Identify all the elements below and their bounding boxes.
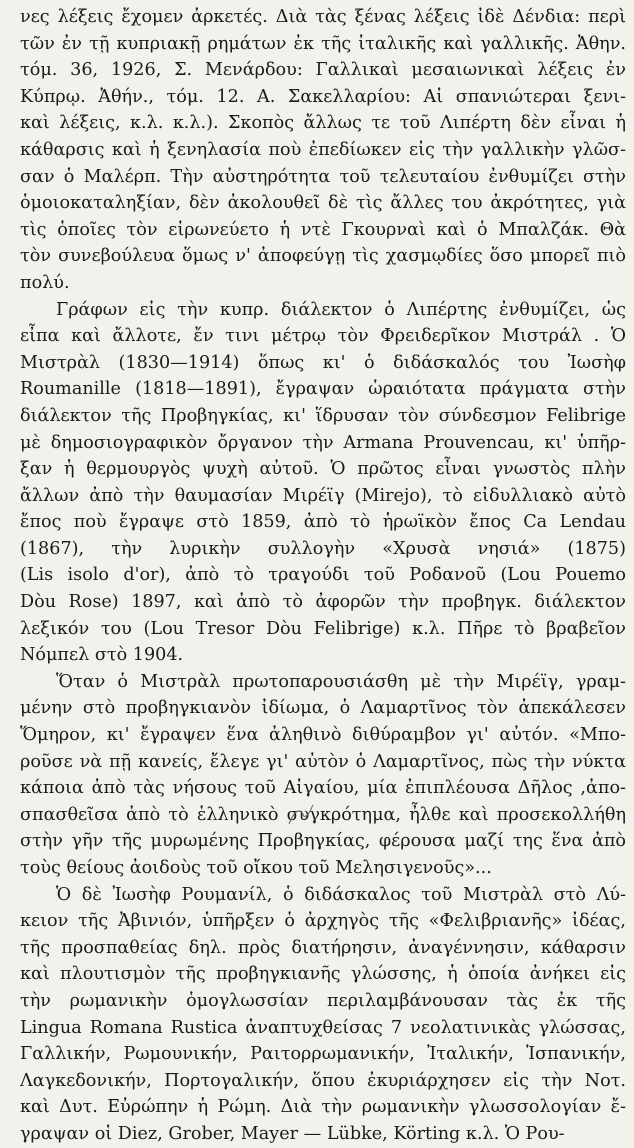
text-line: Γαλλικήν, Ρωμουνικήν, Ραιτορρωμανικήν, Ἰταλικήν, Ἱσπανικήν, [20,1044,626,1065]
text-line: (Lis isolo d'or), ἀπὸ τὸ τραγούδι τοῦ Ροδανοῦ (Lou Pouemo [20,565,626,586]
text-line: τὸν συνεβούλευα ὅμως ν' ἀποφεύγῃ τὶς χασμῳδίες ὅσο μπορεῖ πιὸ [20,246,626,267]
text-line: τῆς προσπαθείας δηλ. πρὸς διατήρησιν, ἀναγέννησιν, κάθαρσιν [20,937,626,958]
paragraph-1 [20,4,626,297]
text-line: καὶ λέξεις, κ.λ. κ.λ.). Σκοπὸς ἄλλως τε τοῦ Λιπέρτη δὲν εἶναι ἡ [20,113,626,134]
text-line: τὶς ὁποῖες τὸν εἰρωνεύετο ἡ ντὲ Γκουρναὶ καὶ ὁ Μπαλζάκ. Θὰ [20,219,626,240]
text-line: λεξικόν του (Lou Tresor Dòu Felibrige) κ.λ. Πῆρε τὸ βραβεῖον [20,618,626,639]
paragraph-2 [20,297,626,669]
text-line: ξαν ἡ θερμουργὸς ψυχὴ αὐτοῦ. Ὁ πρῶτος εἶναι γνωστὸς πλὴν [20,459,626,480]
text-line: καὶ Δυτ. Εὐρώπην ἡ Ρώμη. Διὰ τὴν ρωμανικὴν γλωσσολογίαν ἔ- [20,1097,626,1118]
text-line: διάλεκτον τῆς Προβηγκίας, κι' ἵδρυσαν τὸν σύνδεσμον Felibrige [20,405,626,426]
text-line: καὶ πλουτισμὸν τῆς προβηγκιανῆς γλώσσης, ἡ ὁποία ἀνήκει εἰς [20,964,626,985]
text-line: Γράφων εἰς τὴν κυπρ. διάλεκτον ὁ Λιπέρτης ἐνθυμίζει, ὡς [56,299,626,320]
text-line: σαν ὁ Μαλέρπ. Τὴν αὐστηρότητα τοῦ τελευταίου ἐνθυμίζει στὴν [20,166,626,187]
text-line: στὴν γῆν τῆς μυρωμένης Προβηγκίας, φέρουσα μαζί της ἕνα ἀπὸ [20,831,626,852]
text-line: κάποια ἀπὸ τὰς νήσους τοῦ Αἰγαίου, μία ἐπιπλέουσα Δῆλος ,ἀπο- [20,778,626,799]
text-line: Ὁ δὲ Ἰωσὴφ Ρουμανίλ, ὁ διδάσκαλος τοῦ Μιστρὰλ στὸ Λύ- [56,884,626,905]
scan-mark [286,802,316,828]
text-line: τόμ. 36, 1926, Σ. Μενάρδου: Γαλλικαὶ μεσαιωνικαὶ λέξεις ἐν [20,60,626,81]
text-line: Νόμπελ στὸ 1904. [20,645,184,666]
text-line: Dòu Rose) 1897, καὶ ἀπὸ τὸ ἀφορῶν τὴν προβηγκ. διάλεκτον [20,592,626,613]
text-line: ροῦσε νὰ πῇ κανείς, ἔλεγε γι' αὐτὸν ὁ Λαμαρτῖνος, πὼς τὴν νύκτα [20,751,626,772]
text-line: ἔπος ποὺ ἔγραψε στὸ 1859, ἀπὸ τὸ ἡρωϊκὸν ἔπος Ca Lendau [20,512,626,533]
text-line: Λαγκεδονικήν, Πορτογαλικήν, ὅπου ἐκυριάρχησεν εἰς τὴν Νοτ. [20,1070,626,1091]
text-line: Κύπρῳ. Ἀθήν., τόμ. 12. Α. Σακελλαρίου: Αἱ σπανιώτεραι ξενι- [20,86,626,107]
text-line: εἶπα καὶ ἄλλοτε, ἔν τινι μέτρῳ τὸν Φρειδερῖκον Μιστράλ . Ὁ [20,326,626,347]
text-line: κειον τῆς Ἀβινιόν, ὑπῆρξεν ὁ ἀρχηγὸς τῆς «Φελιβριανῆς» ἰδέας, [20,911,626,932]
text-line: (1867), τὴν λυρικὴν συλλογὴν «Χρυσὰ νησιά» (1875) [20,538,626,559]
text-line: τὴν ρωμανικὴν ὁμογλωσσίαν περιλαμβάνουσαν τὰς ἐκ τῆς [20,990,626,1011]
paragraph-3 [20,669,626,882]
text-line: τῶν ἐν τῇ κυπριακῇ ρημάτων ἐκ τῆς ἰταλικῆς καὶ γαλλικῆς. Ἀθην. [20,33,626,54]
text-line: Ὅμηρον, κι' ἔγραψεν ἕνα ἀληθινὸ διθύραμβον γι' αὐτόν. «Μπο- [20,725,626,746]
text-line: Roumanille (1818—1891), ἔγραψαν ὡραιότατα πράγματα στὴν [20,379,626,400]
text-line: γραψαν οἱ Diez, Grober, Mayer — Lübke, Körting κ.λ. Ὁ Ρου- [20,1123,565,1144]
text-line: Lingua Romana Rustica ἀναπτυχθείσας 7 νεολατινικὰς γλώσσας, [20,1017,626,1038]
text-line: πολύ. [20,272,70,293]
text-line: Ὅταν ὁ Μιστρὰλ πρωτοπαρουσιάσθη μὲ τὴν Μιρέϊγ, γραμ- [56,671,626,692]
text-line: νες λέξεις ἔχομεν ἀρκετές. Διὰ τὰς ξένας λέξεις ἰδὲ Δένδια: περὶ [20,7,626,27]
text-line: κάθαρσις καὶ ἡ ξενηλασία ποὺ ἐπεδίωκεν εἰς τὴν γαλλικὴν γλῶσ- [20,139,626,160]
text-line: σπασθεῖσα ἀπὸ τὸ ἑλληνικὸ συγκρότημα, ἦλθε καὶ προσεκολλήθη [20,804,626,825]
text-line: Μιστρὰλ (1830—1914) ὅπως κι' ὁ διδάσκαλός του Ἰωσὴφ [20,352,626,373]
text-line: ἄλλων ἀπὸ τὴν θαυμασίαν Μιρέϊγ (Mirejo), τὸ εἰδυλλιακὸ αὐτὸ [20,485,626,506]
text-line: μένην στὸ προβηγκιανὸν ἰδίωμα, ὁ Λαμαρτῖνος τὸν ἀπεκάλεσεν [20,698,626,719]
text-line: μὲ δημοσιογραφικὸν ὄργανον τὴν Armana Prouvencau, κι' ὑπῆρ- [20,432,626,453]
text-line: τοὺς θείους ἀοιδοὺς τοῦ οἴκου τοῦ Μελησιγενοῦς»... [20,858,492,878]
text-line: ὁμοιοκαταληξίαν, δὲν ἀκολουθεῖ δὲ τὶς ἄλλες του ἀκρότητες, γιὰ [20,193,626,214]
